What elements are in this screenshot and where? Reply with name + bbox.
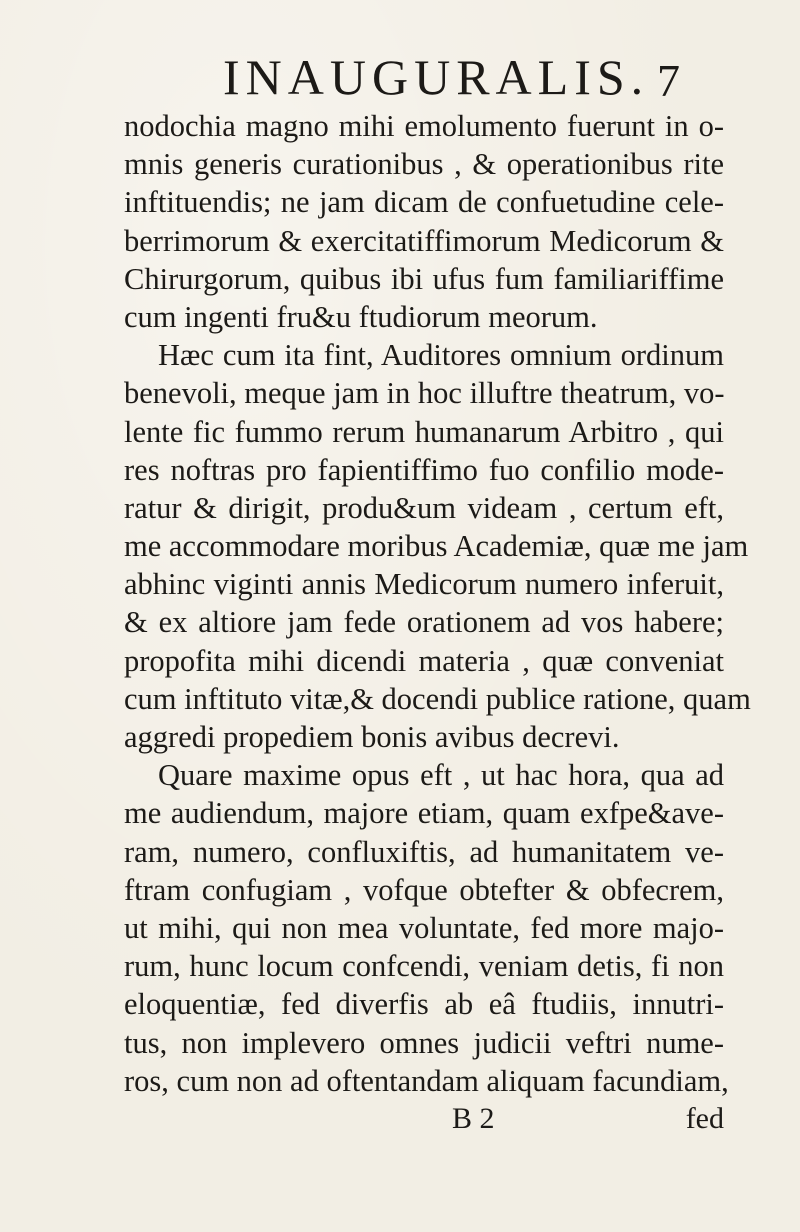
text-line: abhinc viginti annis Medicorum numero inferuit, [124, 567, 724, 602]
text-line: Quare maxime opus eft , ut hac hora, qua ad [158, 758, 724, 793]
text-line: me accommodare moribus Academiæ, quæ me jam [124, 529, 749, 564]
text-line: ratur & dirigit, produ&um videam , certum eft, [124, 490, 724, 525]
text-line: mnis generis curationibus , & operationibus rite [124, 147, 724, 182]
signature-mark: B 2 [452, 1101, 495, 1135]
text-line: benevoli, meque jam in hoc illuftre theatrum, vo- [124, 376, 725, 411]
text-line: ftram confugiam , vofque obtefter & obfecrem, [124, 872, 724, 907]
text-line: Hæc cum ita fint, Auditores omnium ordinum [158, 338, 724, 373]
running-head: INAUGURALIS. [223, 49, 650, 105]
body-text [124, 107, 751, 1138]
text-line: berrimorum & exercitatiffimorum Medicorum & [124, 223, 724, 258]
text-line: propofita mihi dicendi materia , quæ conveniat [124, 643, 724, 678]
text-line: me audiendum, majore etiam, quam exfpe&ave- [124, 796, 724, 831]
text-line: lente fic fummo rerum humanarum Arbitro , qui [124, 414, 724, 449]
page-footer [124, 1100, 724, 1138]
page-header [0, 49, 800, 106]
text-line: eloquentiæ, fed diverfis ab eâ ftudiis, innutri- [124, 987, 724, 1022]
text-line: inftituendis; ne jam dicam de confuetudine cele- [124, 185, 724, 220]
text-line: Chirurgorum, quibus ibi ufus fum familiariffime [124, 261, 724, 296]
text-line: aggredi propediem bonis avibus decrevi. [124, 720, 620, 754]
page-number: 7 [657, 55, 680, 106]
text-line: & ex altiore jam fede orationem ad vos habere; [124, 605, 724, 640]
text-line: ut mihi, qui non mea voluntate, fed more majo- [124, 910, 724, 945]
text-line: ram, numero, confluxiftis, ad humanitatem ve- [124, 834, 724, 869]
text-line: nodochia magno mihi emolumento fuerunt in o- [124, 109, 724, 143]
text-line: cum inftituto vitæ,& docendi publice ratione, quam [124, 681, 751, 716]
text-line: res noftras pro fapientiffimo fuo confilio mode- [124, 452, 724, 487]
text-line: rum, hunc locum confcendi, veniam detis, fi non [124, 949, 724, 984]
text-line: tus, non implevero omnes judicii veftri nume- [124, 1025, 724, 1060]
text-line: ros, cum non ad oftentandam aliquam facundiam, [124, 1063, 729, 1098]
catchword: fed [685, 1101, 724, 1135]
text-line: cum ingenti fru&u ftudiorum meorum. [124, 299, 598, 334]
